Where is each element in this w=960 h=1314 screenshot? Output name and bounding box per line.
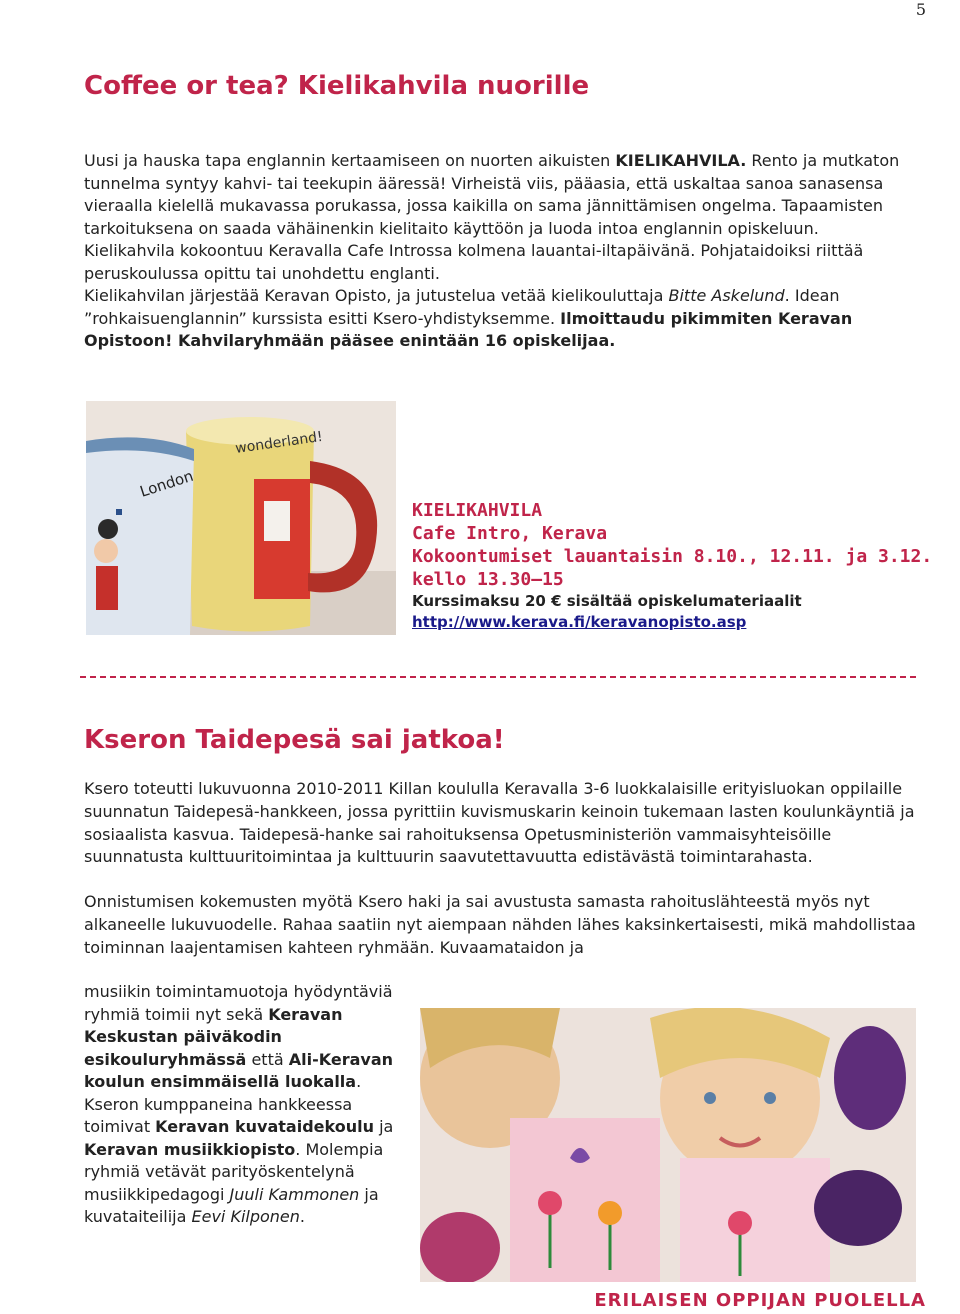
text: . Idean ”rohkaisuenglannin” kurssista esitti Ksero-yhdistyksemme. — [84, 286, 840, 328]
call-to-action: Ilmoittaudu pikimmiten Keravan Opistoon! Kahvilaryhmään pääsee enintään 16 opiskelijaa. — [84, 308, 853, 350]
person-name: Juuli Kammonen — [229, 1184, 360, 1204]
text: Kielikahvilan järjestää Keravan Opisto, ja jutustelua vetää kielikouluttaja — [84, 286, 669, 305]
mug-text: wonderland! — [234, 428, 324, 457]
text: ja — [373, 1117, 394, 1136]
event-dates: Kokoontumiset lauantaisin 8.10., 12.11. ja 3.12. — [412, 546, 933, 567]
article-body-kielikahvila — [84, 150, 926, 353]
event-info — [412, 499, 932, 633]
text: . Molempia ryhmiä vetävät parityöskentelynä musiikkipedagogi — [84, 1139, 384, 1204]
event-fee: Kurssimaksu 20 € sisältää opiskelumateriaalit — [412, 592, 802, 610]
emphasis: Keravan Keskustan päiväkodin esikouluryhmässä — [84, 1004, 343, 1069]
emphasis: KIELIKAHVILA. — [615, 151, 747, 170]
mugs-illustration — [86, 401, 396, 635]
footer-slogan: ERILAISEN OPPIJAN PUOLELLA — [594, 1290, 926, 1311]
article-title-kielikahvila: Coffee or tea? Kielikahvila nuorille — [84, 71, 590, 101]
emphasis: Keravan musiikkiopisto — [84, 1139, 296, 1159]
paragraph: Onnistumisen kokemusten myötä Ksero haki ja sai avustusta samasta rahoituslähteestä myös nyt alkaneelle lukuvuodelle. Rahaa saatiin nyt aiempaan nähden lähes kaksinkertaisesti, mikä mahdollistaa toiminnan laajentamisen kahteen ryhmään. Kuvaamataidon ja — [84, 892, 916, 957]
text: . — [299, 1207, 305, 1226]
person-name: Eevi Kilponen — [191, 1207, 300, 1226]
mugs-photo — [86, 401, 396, 635]
text: ja kuvataiteilija — [84, 1184, 379, 1226]
person-name: Bitte Askelund — [668, 286, 785, 305]
text: että — [246, 1049, 289, 1069]
article-body-taidepesa — [84, 778, 926, 960]
children-photo — [420, 1008, 916, 1282]
paragraph — [84, 150, 926, 240]
text: . — [356, 1072, 362, 1091]
emphasis: Keravan kuvataidekoulu — [155, 1117, 374, 1136]
event-time: kello 13.30–15 — [412, 569, 564, 590]
paragraph — [84, 240, 926, 285]
paragraph — [84, 285, 926, 353]
article-side-column — [84, 981, 394, 1229]
mug-text: London — [137, 466, 196, 501]
event-link[interactable]: http://www.kerava.fi/keravanopisto.asp — [412, 613, 747, 631]
emphasis: Ali-Keravan koulun ensimmäisellä luokalla — [84, 1049, 393, 1091]
text: Kseron kumppaneina hankkeessa toimivat — [84, 1094, 353, 1136]
event-heading: KIELIKAHVILA — [412, 500, 543, 521]
text: Kielikahvila kokoontuu Keravalla Cafe Introssa kolmena lauantai-iltapäivänä. Pohjataidoiksi riittää peruskoulussa opittu tai unohdettu englanti. — [84, 241, 864, 283]
event-place: Cafe Intro, Kerava — [412, 523, 608, 544]
children-illustration — [420, 1008, 916, 1282]
paragraph: Ksero toteutti lukuvuonna 2010-2011 Killan koululla Keravalla 3-6 luokkalaisille erityisluokan oppilaille suunnatun Taidepesä-hankkeen, jossa pyrittiin kuvismuskarin keinoin tukemaan lasten koulunkäyntiä ja sosiaalista kasvua. Taidepesä-hanke sai rahoituksensa Opetusministeriön vammaisyhteisöille suunnatusta kulttuuritoimintaa ja kulttuurin saavutettavuutta edistävästä toimintarahasta. — [84, 779, 915, 867]
page-number: 5 — [915, 0, 926, 19]
article-title-taidepesa: Kseron Taidepesä sai jatkoa! — [84, 725, 505, 755]
section-divider — [80, 676, 916, 678]
text: Rento ja mutkaton tunnelma syntyy kahvi- tai teekupin ääressä! Virheistä viis, pääasia, että uskaltaa sanoa sanasensa vieraalla kielellä mukavassa porukassa, jossa kaikilla on sama jännittämisen ongelma. Tapaamisten tarkoituksena on saada vähäinenkin kielitaito käyttöön ja luoda intoa englannin opiskeluun. — [84, 151, 900, 238]
text: Uusi ja hauska tapa englannin kertaamiseen on nuorten aikuisten — [84, 151, 616, 170]
text: musiikin toimintamuotoja hyödyntäviä ryhmiä toimii nyt sekä — [84, 982, 393, 1024]
